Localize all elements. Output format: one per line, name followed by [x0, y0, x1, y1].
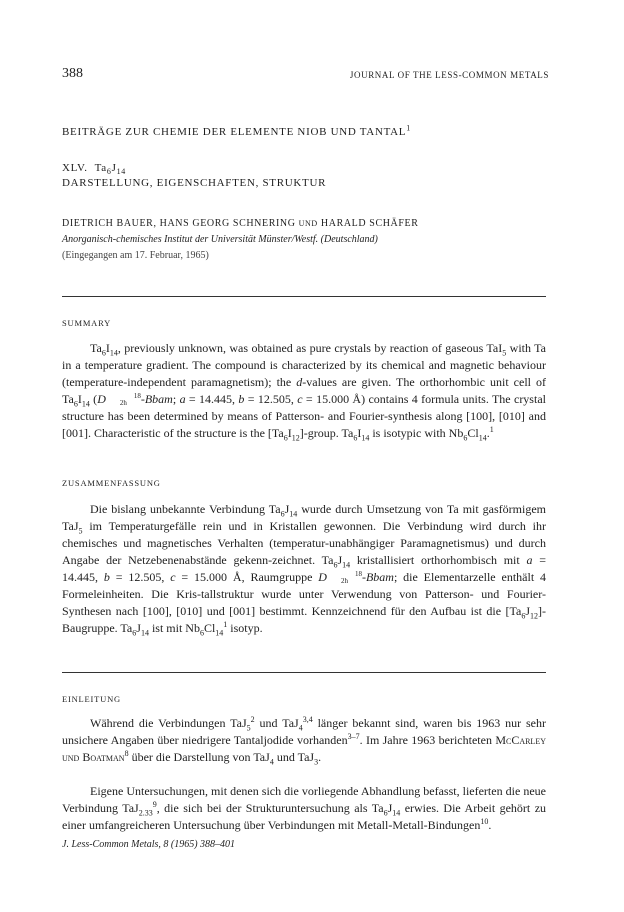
footer-citation: J. Less-Common Metals, 8 (1965) 388–401	[62, 839, 236, 850]
einleitung-paragraph-1: Während die Verbindungen TaJ$_5^2$ und TaJ$_4^{3,4}$ länger bekannt sind, waren bis 1963 nur sehr unsichere Angaben über niedrigere Tantaljodide vorhanden$^{3-7}$. Im Jahre 1963 berichteten McCarley und Boatman$^8$ über die Darstellung von TaJ$_4$ und TaJ$_3$.	[62, 715, 546, 767]
authors: DIETRICH BAUER, HANS GEORG SCHNERING UND HARALD SCHÄFER	[62, 218, 419, 229]
article-title: BEITRÄGE ZUR CHEMIE DER ELEMENTE NIOB UND TANTAL$^1$	[62, 123, 411, 138]
einleitung-paragraph-2: Eigene Untersuchungen, mit denen sich die vorliegende Abhandlung befasst, lieferten die neue Verbindung TaJ$_{2.33}^9$, die sich bei der Strukturuntersuchung als $Ta_6J_{14}$ erwies. Die Arbeit gehört zu einer umfangreicheren Untersuchung über Verbindungen mit Metall-Metall-Bindungen$^{10}$.	[62, 784, 547, 832]
zusammenfassung-heading: ZUSAMMENFASSUNG	[62, 478, 161, 488]
title-footnote-ref: 1	[406, 123, 411, 133]
page-number: 388	[62, 66, 83, 81]
affiliation: Anorganisch-chemisches Institut der Universität Münster/Westf. (Deutschland)	[62, 234, 378, 245]
divider-top	[62, 296, 546, 297]
einleitung-heading: EINLEITUNG	[62, 694, 121, 704]
zusammenfassung-paragraph: Die bislang unbekannte Verbindung $Ta_6J_{14}$ wurde durch Umsetzung von Ta mit gasförmigem TaJ$_5$ im Temperaturgefälle rein und in Kristallen gewonnen. Die Verbindung wird durch ihr chemisches und magnetisches Verhalten (temperatur-unabhängiger Paramagnetismus) und durch Angabe der Netzebenenabstände gekenn-zeichnet. $Ta_6J_{14}$ kristallisiert orthorhombisch mit a = 14.445, b = 12.505, c = 15.000 Å, Raumgruppe D 18 2h -Bbam; die Elementarzelle enthält 4 Formeleinheiten. Die Kris-tallstruktur wurde unter Verwendung von Patterson- und Fourier-Synthesen nach [100], [010] und [001] bestimmt. Kennzeichnend für den Aufbau ist die $[Ta_6J_{12}]$-Baugruppe. $Ta_6J_{14}$ ist mit $Nb_6Cl_{14}^1$ isotyp.	[62, 502, 547, 638]
received-date: (Eingegangen am 17. Februar, 1965)	[62, 250, 209, 261]
journal-name: JOURNAL OF THE LESS-COMMON METALS	[349, 70, 549, 80]
divider-bottom	[62, 672, 546, 673]
summary-heading: SUMMARY	[62, 318, 112, 328]
article-subtitle: DARSTELLUNG, EIGENSCHAFTEN, STRUKTUR	[62, 177, 327, 189]
summary-paragraph: $Ta_6I_{14}$, previously unknown, was obtained as pure crystals by reaction of gaseous TaI$_5$ with Ta in a temperature gradient. The compound is characterized by its chemical and magnetic behaviour (temperature-independent paramagnetism); the d-values are given. The orthorhombic unit cell of $Ta_6I_{14}$ (D 18 2h -Bbam; a = 14.445, b = 12.505, c = 15.000 Å) contains 4 formula units. The crystal structure has been determined by means of Patterson- and Fourier-synthesis along [100], [010] and [001]. Characteristic of the structure is the $[Ta_6I_{12}]$-group. $Ta_6I_{14}$ is isotypic with $Nb_6Cl_{14}.^1$	[62, 341, 547, 443]
series-line: XLV. $Ta_6J_{14}$	[62, 162, 126, 177]
